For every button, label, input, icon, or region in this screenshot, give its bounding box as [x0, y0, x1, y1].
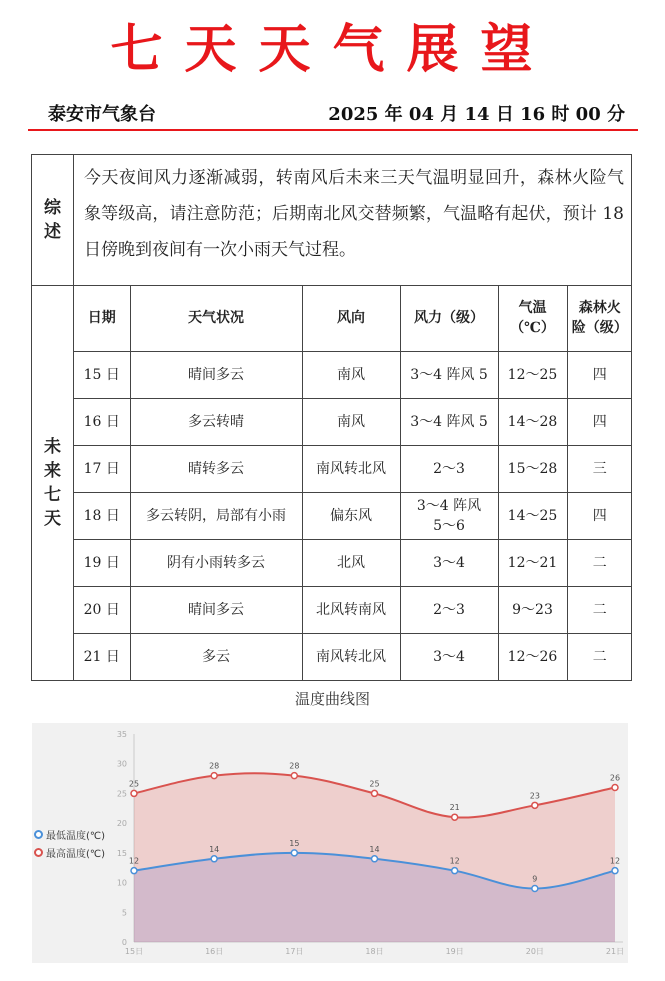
y-tick-label: 30 [116, 759, 127, 769]
data-point-low [372, 856, 378, 862]
cell-wind-force: 3～4 [400, 539, 498, 586]
data-point-low [291, 850, 297, 856]
cell-wind-force: 3～4 [400, 633, 498, 680]
data-label-high: 26 [609, 773, 621, 783]
cell-date: 17 日 [74, 445, 130, 492]
cell-wind-direction: 北风转南风 [302, 586, 400, 633]
data-point-low [532, 886, 538, 892]
legend-low-marker [34, 830, 43, 839]
header-temperature: 气温 （℃） [498, 286, 567, 351]
data-label-high: 21 [449, 803, 460, 813]
x-tick-label: 15日 [124, 947, 144, 956]
temperature-chart [32, 723, 628, 963]
data-label-high: 28 [289, 761, 300, 771]
table-header-row [74, 286, 632, 351]
issue-time: 2025 年 04 月 14 日 16 时 00 分 [328, 104, 625, 125]
y-tick-label: 35 [116, 730, 127, 739]
y-tick-label: 10 [116, 878, 127, 888]
data-label-low: 9 [532, 874, 538, 884]
cell-temperature: 15～28 [498, 445, 567, 492]
cell-date: 21 日 [74, 633, 130, 680]
data-point-high [291, 773, 297, 779]
data-point-high [211, 773, 217, 779]
header-fire-risk: 森林火 险（级） [567, 286, 632, 351]
cell-temperature: 12～26 [498, 633, 567, 680]
cell-temperature: 9～23 [498, 586, 567, 633]
forecast-label [32, 286, 73, 680]
x-tick-label: 17日 [285, 947, 304, 956]
cell-wind-force: 2～3 [400, 445, 498, 492]
cell-date: 20 日 [74, 586, 130, 633]
data-point-high [452, 814, 458, 820]
y-tick-label: 0 [121, 938, 127, 947]
cell-wind-force: 3～4 阵风 5 [400, 398, 498, 445]
forecast-label-text: 未 来 七 天 [44, 437, 61, 529]
cell-weather: 晴间多云 [130, 586, 302, 633]
x-tick-label: 21日 [605, 947, 625, 956]
y-tick-label: 25 [116, 789, 127, 799]
header-date: 日期 [74, 286, 130, 351]
cell-wind-force: 3～4 阵风 5 [400, 351, 498, 398]
cell-fire-risk: 四 [567, 398, 632, 445]
summary-label-text: 综 述 [44, 198, 61, 242]
cell-weather: 多云转晴 [130, 398, 302, 445]
summary-text: 今天夜间风力逐渐减弱，转南风后未来三天气温明显回升，森林火险气象等级高，请注意防范；后期南北风交替频繁，气温略有起伏，预计 18 日傍晚到夜间有一次小雨天气过程。 [84, 168, 624, 260]
cell-weather: 晴转多云 [130, 445, 302, 492]
cell-wind-direction: 南风 [302, 351, 400, 398]
cell-fire-risk: 二 [567, 633, 632, 680]
temperature-chart-svg [32, 723, 628, 963]
x-tick-label: 18日 [365, 947, 384, 956]
data-label-high: 23 [529, 791, 540, 801]
cell-wind-direction: 南风转北风 [302, 633, 400, 680]
legend-high [34, 845, 105, 860]
table-row [74, 633, 632, 680]
cell-temperature: 14～28 [498, 398, 567, 445]
data-point-low [131, 868, 137, 874]
forecast-table [74, 286, 632, 680]
cell-date: 16 日 [74, 398, 130, 445]
data-point-high [372, 790, 378, 796]
data-point-low [211, 856, 217, 862]
cell-wind-force: 3～4 阵风 5～6 [400, 492, 498, 539]
table-row [74, 492, 632, 539]
table-row [74, 586, 632, 633]
table-row [74, 398, 632, 445]
table-row [74, 351, 632, 398]
header-wind-force: 风力（级） [400, 286, 498, 351]
cell-fire-risk: 四 [567, 492, 632, 539]
cell-temperature: 12～21 [498, 539, 567, 586]
legend-high-label: 最高温度(℃) [46, 849, 106, 860]
data-label-high: 25 [369, 779, 380, 789]
header-wind-direction: 风向 [302, 286, 400, 351]
summary-label [32, 155, 73, 285]
cell-weather: 阴有小雨转多云 [130, 539, 302, 586]
page-title: 七天天气展望 [110, 19, 555, 80]
data-label-high: 25 [128, 779, 140, 789]
x-tick-label: 20日 [525, 947, 544, 956]
cell-temperature: 14～25 [498, 492, 567, 539]
cell-fire-risk: 三 [567, 445, 632, 492]
data-label-high: 28 [209, 761, 220, 771]
legend-low [34, 827, 105, 842]
y-tick-label: 15 [116, 848, 127, 858]
data-point-high [131, 790, 137, 796]
y-tick-label: 5 [121, 908, 127, 918]
cell-fire-risk: 四 [567, 351, 632, 398]
header-divider [28, 129, 638, 131]
cell-weather: 多云转阴，局部有小雨 [130, 492, 302, 539]
data-point-high [532, 802, 538, 808]
x-tick-label: 16日 [205, 947, 224, 956]
data-label-low: 12 [128, 856, 140, 866]
cell-wind-direction: 北风 [302, 539, 400, 586]
chart-title: 温度曲线图 [294, 690, 370, 708]
data-point-low [612, 868, 618, 874]
cell-wind-direction: 南风 [302, 398, 400, 445]
cell-wind-direction: 偏东风 [302, 492, 400, 539]
issuer: 泰安市气象台 [48, 104, 156, 125]
data-label-low: 12 [609, 856, 621, 866]
cell-fire-risk: 二 [567, 539, 632, 586]
cell-weather: 多云 [130, 633, 302, 680]
header-weather: 天气状况 [130, 286, 302, 351]
cell-fire-risk: 二 [567, 586, 632, 633]
cell-wind-force: 2～3 [400, 586, 498, 633]
legend-low-label: 最低温度(℃) [46, 831, 106, 842]
cell-weather: 晴间多云 [130, 351, 302, 398]
cell-date: 19 日 [74, 539, 130, 586]
cell-temperature: 12～25 [498, 351, 567, 398]
legend-high-marker [34, 848, 43, 857]
table-row [74, 445, 632, 492]
cell-wind-direction: 南风转北风 [302, 445, 400, 492]
data-label-low: 15 [289, 838, 300, 848]
x-tick-label: 19日 [445, 947, 464, 956]
data-label-low: 14 [369, 844, 380, 854]
y-tick-label: 20 [116, 819, 127, 829]
data-point-low [452, 868, 458, 874]
data-point-high [612, 784, 618, 790]
cell-date: 15 日 [74, 351, 130, 398]
data-label-low: 12 [449, 856, 460, 866]
data-label-low: 14 [209, 844, 220, 854]
cell-date: 18 日 [74, 492, 130, 539]
table-row [74, 539, 632, 586]
